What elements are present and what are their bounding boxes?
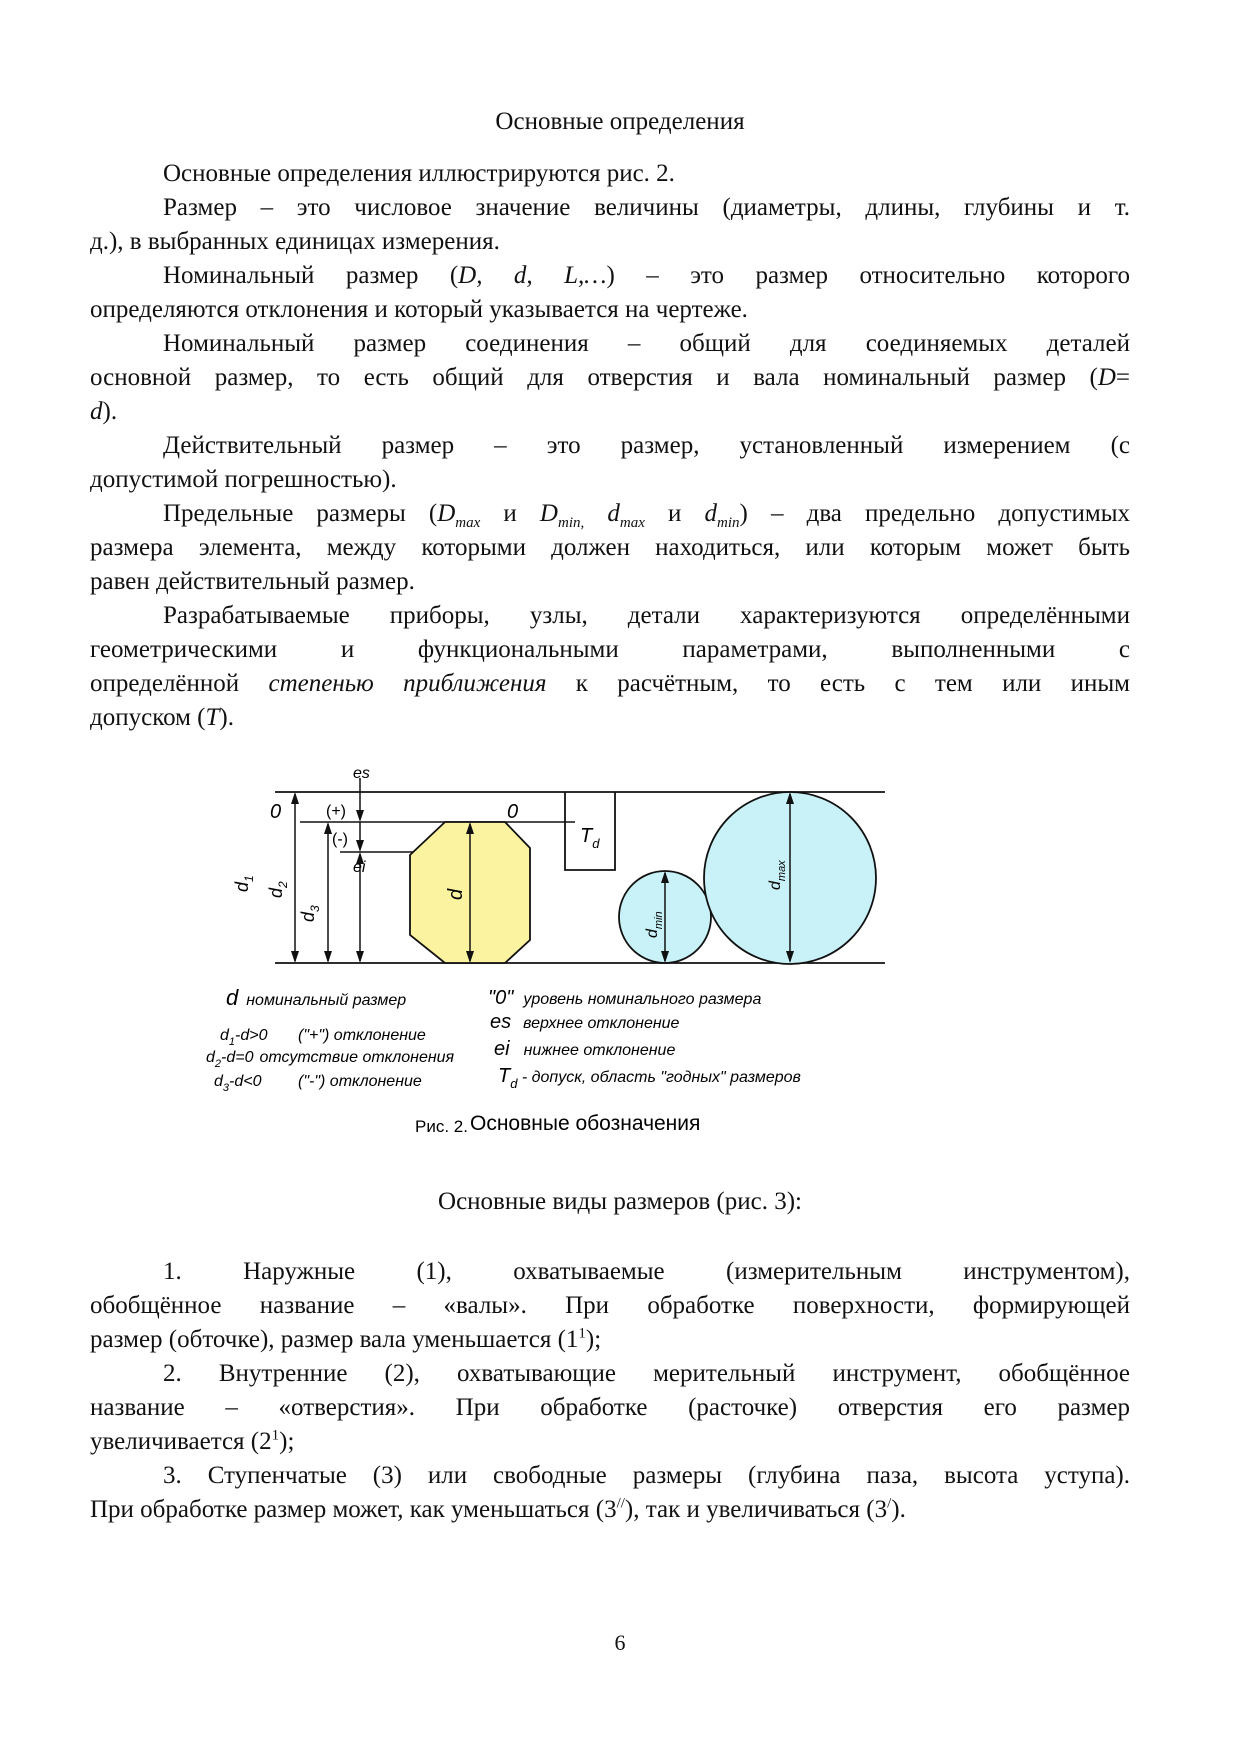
list-item-3: 3. Ступенчатые (3) или свободные размеры (глубина паза, высота уступа). xyxy=(163,1462,1130,1489)
list-item-3-cont: При обработке размер может, как уменьшаться (3//), так и увеличиваться (3/). xyxy=(90,1495,906,1523)
paragraph-connection-cont: основной размер, то есть общий для отверстия и вала номинальный размер (D= d). xyxy=(90,364,1130,425)
svg-text:dmin: $d_{min}$ xyxy=(644,911,665,938)
list-item-1: 1. Наружные (1), охватываемые (измерительным инструментом), xyxy=(163,1258,1130,1285)
paragraph-size: Размер – это числовое значение величины (диаметры, длины, глубины и т. xyxy=(163,194,1130,221)
list-item-2: 2. Внутренние (2), охватывающие мерительный инструмент, обобщённое xyxy=(163,1360,1130,1387)
section-heading: Основные виды размеров (рис. 3): xyxy=(438,1188,802,1215)
page-number: 6 xyxy=(614,1630,626,1655)
legend-zero: "0" уровень номинального размера xyxy=(488,987,762,1009)
paragraph-size-cont: д.), в выбранных единицах измерения. xyxy=(90,228,500,255)
d2-label xyxy=(266,881,290,898)
legend-nominal: d номинальный размер xyxy=(226,985,407,1010)
plus-label: (+) xyxy=(326,803,346,820)
legend-es: es верхнее отклонение xyxy=(490,1011,680,1033)
paragraph-connection: Номинальный размер соединения – общий для соединяемых деталей xyxy=(163,330,1130,357)
list-item-2-cont: название – «отверстия». При обработке (расточке) отверстия его размер увеличивается $(2^1)$; xyxy=(90,1394,1130,1455)
paragraph-actual: Действительный размер – это размер, установленный измерением (с xyxy=(163,432,1130,459)
zero-label-mid: 0 xyxy=(507,801,519,823)
page-heading: Основные определения xyxy=(495,108,745,135)
minus-label: (-) xyxy=(332,831,348,848)
legend-ei: ei нижнее отклонение xyxy=(494,1038,676,1060)
paragraph-intro: Основные определения иллюстрируются рис. 2. xyxy=(163,160,675,187)
figure-caption-prefix: Рис. 2. xyxy=(415,1117,468,1136)
figure-2 xyxy=(206,760,1040,1180)
svg-text:d2: $d_2$ xyxy=(266,881,290,898)
svg-text:d3: $d_3$ xyxy=(298,905,322,922)
paragraph-actual-cont: допустимой погрешностью). xyxy=(90,466,397,493)
d3-label xyxy=(298,905,322,922)
legend-d2: $d_2-d=0$ отсутствие отклонения xyxy=(206,1049,455,1070)
svg-text:Td: $T_d$ xyxy=(580,825,600,851)
d-label xyxy=(445,888,467,900)
paragraph-nominal-cont: определяются отклонения и который указывается на чертеже. xyxy=(90,296,748,323)
zero-label-left: 0 xyxy=(270,801,282,823)
es-label: es xyxy=(353,765,370,782)
td-label xyxy=(580,825,600,851)
d1-label xyxy=(232,875,256,892)
list-item-1-cont: обобщённое название – «валы». При обработке поверхности, формирующей размер (обточке), размер вала уменьшается $(1^1)$; xyxy=(90,1292,1130,1353)
svg-text:dmax: $d_{max}$ xyxy=(767,860,788,890)
legend-td: $T_d$ - допуск, область "годных" размеров xyxy=(498,1065,801,1091)
svg-text:d1: $d_1$ xyxy=(232,875,256,892)
legend-d1: $d_1-d>0$ ("+") отклонение xyxy=(220,1027,426,1048)
paragraph-nominal: Номинальный размер (D, d, L,…) – это размер относительно которого xyxy=(163,262,1131,289)
figure-caption: Основные обозначения xyxy=(470,1112,701,1135)
paragraph-devices-cont: геометрическими и функциональными параметрами, выполненными с определённой степенью приближения к расчётным, то есть с тем или иным допуском (T). xyxy=(90,636,1130,731)
paragraph-limits: Предельные размеры ($D_{max}$ и $D_{min,}$ $d_{max}$ и $d_{min}$) – два предельно допустимых xyxy=(163,500,1130,531)
paragraph-devices: Разрабатываемые приборы, узлы, детали характеризуются определёнными xyxy=(163,602,1130,629)
legend-d3: $d_3-d<0$ ("-") отклонение xyxy=(214,1073,422,1094)
ei-label: ei xyxy=(353,859,366,876)
paragraph-limits-cont: размера элемента, между которыми должен находиться, или которым может быть равен действительный размер. xyxy=(90,534,1130,595)
svg-text:d: d xyxy=(445,888,467,900)
